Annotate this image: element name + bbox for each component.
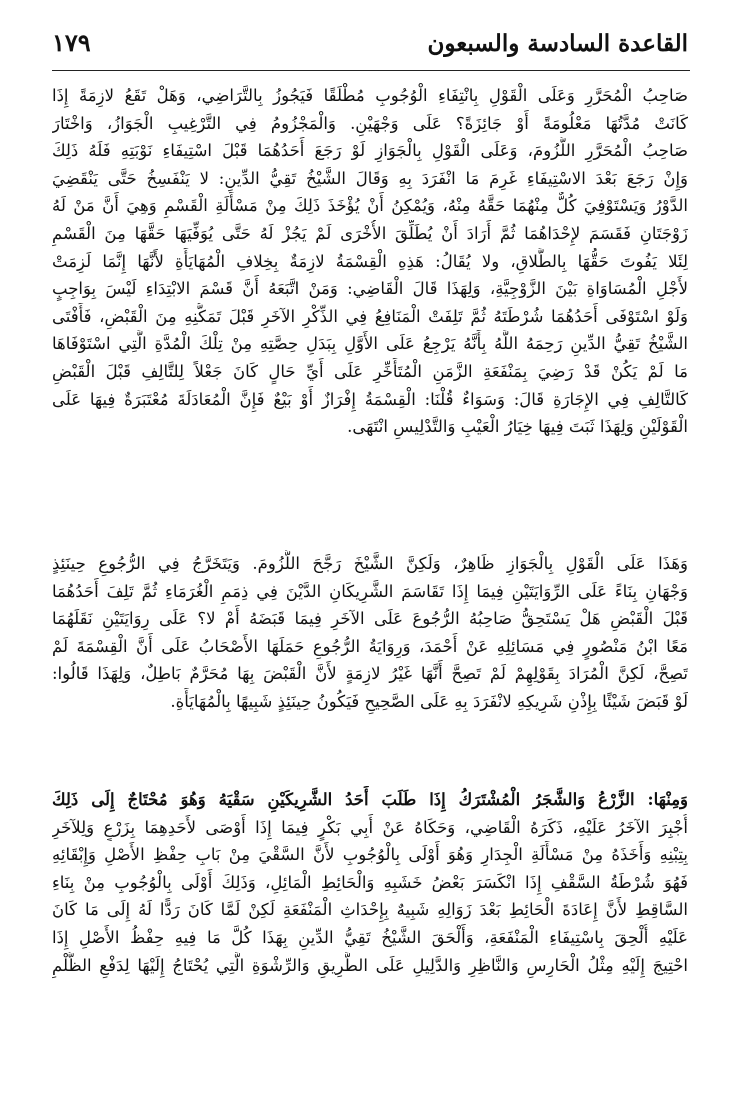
page-number: ١٧٩ (52, 28, 91, 57)
text-line: مَعًا ابْنُ مَنْصُورٍ فِي مَسَائِلِهِ عَنْ أَحْمَدَ، وَرِوَايَةُ الرُّجُوعِ حَمَلَهَا الأَصْحَابُ عَلَى أَنَّ الْقِسْمَةَ لَمْ (52, 636, 688, 656)
text-line: كَالتَّالِفِ فِي الإِجَارَةِ قَالَ: وَسَوَاءٌ قُلْنَا: الْقِسْمَةُ إِفْرَازٌ أَوْ بَيْعٌ فَإِنَّ الْمُعَادَلَةَ مُعْتَبَرَةٌ فِيهَا عَلَى (52, 389, 688, 409)
text-line: زَوْجَتَانِ فَقَسَمَ لإِحْدَاهُمَا ثُمَّ أَرَادَ أَنْ يُطَلِّقَ الأُخْرَى لَمْ يَجُزْ لَهُ حَتَّى يُوَفِّيَهَا حَقَّهَا مِنَ الْقَسْمِ (52, 223, 688, 243)
text-line: كَانَتْ مُدَّتُهَا مَعْلُومَةً أَوْ جَائِزَةً؟ عَلَى وَجْهَيْنِ. وَالْمَجْزُومُ فِي التَّرْغِيبِ الْجَوَازُ، وَاخْتَارَ (52, 113, 688, 133)
text-line: لأَجْلِ الْمُسَاوَاةِ بَيْنَ الزَّوْجِيَّةِ، وَلِهَذَا قَالَ الْقَاضِي: وَمَنْ اتَّبَعَهُ أَنَّ قَسْمَ الابْتِدَاءِ لَيْسَ بِوَاجِبٍ (52, 279, 688, 299)
text-line: وَهَذَا عَلَى الْقَوْلِ بِالْجَوَازِ ظَاهِرٌ، وَلَكِنَّ الشَّيْخَ رَجَّحَ اللُّزُومَ. وَيَتَخَرَّجُ فِي الرُّجُوعِ حِينَئِذٍ (52, 554, 688, 573)
text-line: وَجْهَانِ بِنَاءً عَلَى الرِّوَايَتَيْنِ فِيمَا إِذَا تَقَاسَمَ الشَّرِيكَانِ الدَّيْنَ فِي ذِمَمِ الْغُرَمَاءِ ثُمَّ تَلِفَ أَحَدُهُمَا (52, 581, 688, 601)
text-line: تَصِحَّ، لَكِنَّ الْمُرَادَ بِقَوْلِهِمْ لَمْ تَصِحَّ أَنَّهَا غَيْرُ لازِمَةٍ لأَنَّ الْقَبْضَ بِهَا مُحَرَّمٌ بَاطِلٌ، وَلِهَذَا قَالُوا: (52, 664, 688, 684)
text-line-lead: وَمِنْهَا: الزَّرْعُ وَالشَّجَرُ الْمُشْتَرَكُ إِذَا طَلَبَ أَحَدُ الشَّرِيكَيْنِ سَقْيَهُ وَهُوَ مُحْتَاجٌ إِلَى ذَلِكَ (52, 790, 688, 809)
text-line: لَوْ قَبَضَ شَيْئًا بِإِذْنِ شَرِيكِهِ لانْفَرَدَ بِهِ عَلَى الصَّحِيحِ فَيَكُونُ حِينَئِذٍ شَبِيهًا بِالْمُهَايَأَةِ. (170, 691, 688, 711)
text-line: قَبْلَ الْقَبْضِ هَلْ يَسْتَحِقُّ صَاحِبُهُ الرُّجُوعَ عَلَى الآخَرِ فِيمَا قَبَضَهُ أَمْ لا؟ عَلَى رِوَايَتَيْنِ نَقَلَهُمَا (52, 609, 688, 629)
text-line: وَإِنْ رَجَعَ بَعْدَ الاسْتِيفَاءِ غَرِمَ مَا انْفَرَدَ بِهِ وَقَالَ الشَّيْخُ تَقِيُّ الدِّينِ: لا يَنْفَسِخُ حَتَّى يَنْقَضِيَ (52, 168, 688, 188)
text-line: وَلَوْ اسْتَوْفَى أَحَدُهُمَا شُرْطَتَهُ ثُمَّ تَلِفَتْ الْمَنَافِعُ فِي الذِّكْرِ الآخَرِ قَبْلَ تَمَكُّنِهِ مِنَ الْقَبْضِ، فَأَفْتَى (52, 306, 688, 326)
text-line: الشَّيْخُ تَقِيُّ الدِّينِ رَحِمَهُ اللَّهُ بِأَنَّهُ يَرْجِعُ عَلَى الأَوَّلِ بِبَدَلِ حِصَّتِهِ مِنْ تِلْكَ الْمُدَّةِ الَّتِي اسْتَوْفَاهَا (52, 334, 688, 354)
header-divider (52, 70, 690, 71)
text-line: صَاحِبُ الْمُحَرَّرِ اللُّزُومَ، وَعَلَى الْقَوْلِ بِالْجَوَازِ لَوْ رَجَعَ أَحَدُهُمَا قَبْلَ اسْتِيفَاءِ نَوْبَتِهِ فَلَهُ ذَلِكَ (52, 141, 688, 161)
text-line: عَلَيْهِ أُلْحِقَ بِاسْتِيفَاءِ الْمَنْفَعَةِ، وَأَلْحَقَ الشَّيْخُ تَقِيُّ الدِّينِ بِهَذَا كُلَّ مَا فِيهِ حِفْظُ الأَصْلِ إِذَا (52, 927, 688, 947)
text-line: صَاحِبُ الْمُحَرَّرِ وَعَلَى الْقَوْلِ بِانْتِفَاءِ الْوُجُوبِ مُطْلَقًا فَيَجُوزُ بِالتَّرَاضِي، وَهَلْ تَقَعُ لازِمَةً إِذَا (52, 86, 688, 105)
text-line: لِئَلا يَفُوتَ حَقُّهَا بِالطَّلاقِ، ولا يُقَالُ: هَذِهِ الْقِسْمَةُ لازِمَةٌ بِخِلافِ الْمُهَايَأَةِ لأَنَّهَا إِنَّمَا لَزِمَتْ (52, 251, 688, 271)
paragraph-2 (52, 550, 688, 716)
text-line: الْقَوْلَيْنِ وَلِهَذَا ثَبَتَ فِيهَا خِيَارُ الْعَيْبِ وَالتَّدْلِيسِ انْتَهَى. (347, 417, 688, 437)
paragraph-3 (52, 786, 688, 979)
text-line: الدَّوْرُ وَيَسْتَوْفِيَ كُلٌّ مِنْهُمَا حَقَّهُ مِنْهُ، وَيُمْكِنُ أَنْ يُؤْخَذَ ذَلِكَ مِنْ مَسْأَلَةِ الْقَسْمِ وَهِيَ أَنَّ مَنْ لَهُ (52, 196, 688, 216)
paragraph-1 (52, 82, 688, 441)
page-header (52, 26, 688, 68)
text-line: أُجْبِرَ الآخَرُ عَلَيْهِ، ذَكَرَهُ الْقَاضِي، وَحَكَاهُ عَنْ أَبِي بَكْرٍ فِيمَا إِذَا أَوْصَى لأَحَدِهِمَا بِزَرْعٍ وَلِلآخَرِ (52, 817, 688, 837)
running-title: القاعدة السادسة والسبعون (427, 30, 688, 57)
text-line: مَا لَمْ يَكُنْ قَدْ رَضِيَ بِمَنْفَعَةِ الزَّمَنِ الْمُتَأَخِّرِ عَلَى أَيِّ حَالٍ كَانَ جَعْلاً لِلتَّالِفِ قَبْلَ الْقَبْضِ (52, 361, 688, 381)
text-line: بِتِبْنِهِ وَأَخَذَهُ مِنْ مَسْأَلَةِ الْجِدَارِ وَهُوَ أَوْلَى بِالْوُجُوبِ لأَنَّ السَّقْيَ مِنْ بَابِ حِفْظِ الأَصْلِ وَإِبْقَائِهِ (52, 845, 688, 865)
text-line: السَّاقِطِ لأَنَّ إِعَادَةَ الْحَائِطِ بَعْدَ زَوَالِهِ شَبِيهٌ بِإِحْدَاثِ الْمَنْفَعَةِ لَكِنْ لَمَّا كَانَ رَدًّا لَهُ إِلَى مَا كَانَ (52, 900, 688, 920)
text-line: فَهُوَ شُرْطَةُ السَّقْفِ إِذَا انْكَسَرَ بَعْضُ خَشَبِهِ وَالْحَائِطِ الْمَائِلِ، وَذَلِكَ أَوْلَى بِالْوُجُوبِ مِنْ بِنَاءِ (52, 872, 688, 892)
text-line: احْتِيجَ إِلَيْهِ مِثْلُ الْحَارِسِ وَالنَّاظِرِ وَالدَّلِيلِ عَلَى الطَّرِيقِ وَالرِّشْوَةِ الَّتِي يُحْتَاجُ إِلَيْهَا لِدَفْعِ الظُّلْمِ (52, 955, 688, 975)
